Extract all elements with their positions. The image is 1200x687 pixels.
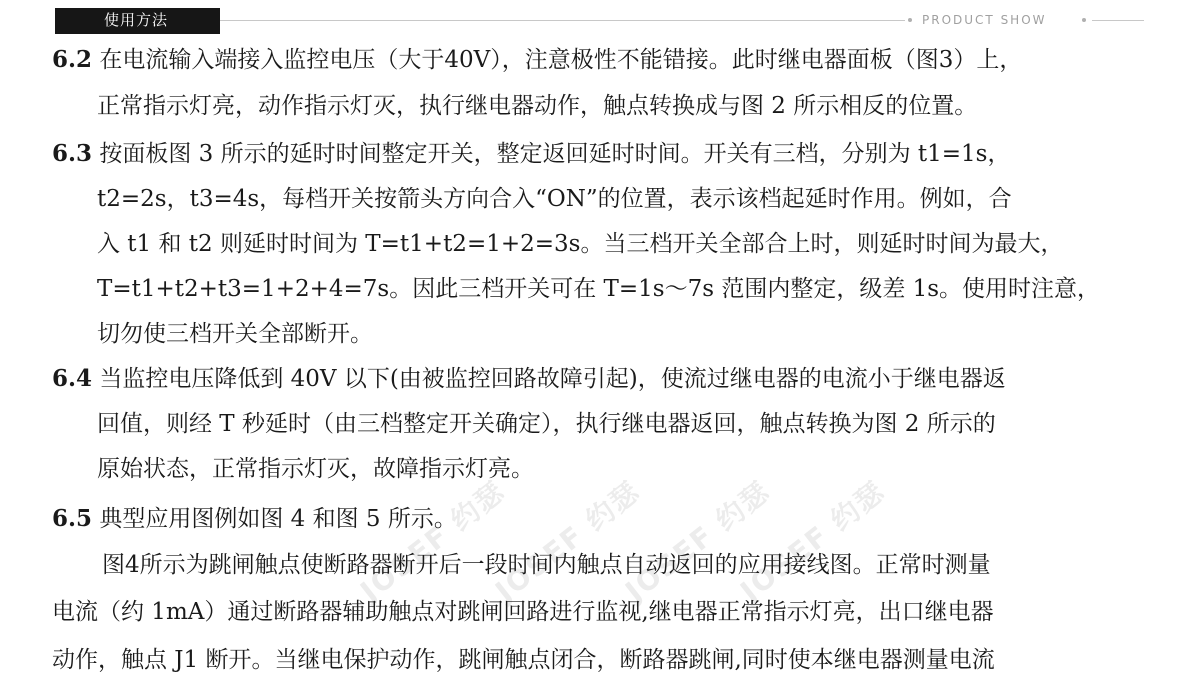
watermark: JOSEF 约瑟	[489, 474, 647, 608]
section-title: 使用方法	[104, 11, 169, 29]
paragraph-6-2-line-2: 正常指示灯亮，动作指示灯灭，执行继电器动作，触点转换成与图 2 所示相反的位置。	[97, 93, 978, 119]
body-paragraph-line-1: 图4所示为跳闸触点使断路器断开后一段时间内触点自动返回的应用接线图。正常时测量	[102, 552, 991, 578]
paragraph-6-5-line-1	[52, 504, 457, 534]
product-show-label: PRODUCT SHOW	[922, 13, 1047, 27]
paragraph-number: 6.5	[52, 505, 93, 532]
paragraph-number: 6.4	[52, 365, 93, 392]
header-divider-dot-right	[1082, 18, 1086, 22]
paragraph-6-3-line-3: 入 t1 和 t2 则延时时间为 T=t1+t2=1+2=3s。当三档开关全部合上时，则延时时间为最大，	[97, 231, 1064, 257]
header-divider-dot-left	[908, 18, 912, 22]
watermark: JOSEF 约瑟	[734, 474, 892, 608]
paragraph-number: 6.3	[52, 140, 93, 167]
watermark: JOSEF 约瑟	[354, 474, 512, 608]
paragraph-text: 当监控电压降低到 40V 以下(由被监控回路故障引起)，使流过继电器的电流小于继电器返	[99, 366, 1006, 392]
paragraph-text: 按面板图 3 所示的延时时间整定开关，整定返回延时时间。开关有三档，分别为 t1=1s，	[99, 141, 1011, 167]
paragraph-6-3-line-1	[52, 139, 1010, 169]
body-paragraph-line-2: 电流（约 1mA）通过断路器辅助触点对跳闸回路进行监视,继电器正常指示灯亮，出口继电器	[52, 599, 994, 625]
paragraph-6-2-line-1	[52, 45, 1022, 75]
paragraph-text: 典型应用图例如图 4 和图 5 所示。	[99, 506, 457, 532]
body-paragraph-line-3: 动作，触点 J1 断开。当继电保护动作，跳闸触点闭合，断路器跳闸,同时使本继电器测量电流	[52, 647, 995, 673]
header-divider-right	[1092, 20, 1144, 21]
paragraph-6-4-line-1	[52, 364, 1006, 394]
paragraph-6-3-line-4: T=t1+t2+t3=1+2+4=7s。因此三档开关可在 T=1s～7s 范围内整定，级差 1s。使用时注意，	[97, 276, 1101, 302]
paragraph-number: 6.2	[52, 46, 93, 73]
paragraph-6-4-line-2: 回值，则经 T 秒延时（由三档整定开关确定），执行继电器返回，触点转换为图 2 所示的	[97, 411, 996, 437]
header-divider-left	[220, 20, 905, 21]
paragraph-text: 在电流输入端接入监控电压（大于40V），注意极性不能错接。此时继电器面板（图3）上，	[99, 47, 1023, 73]
paragraph-6-3-line-2: t2=2s，t3=4s，每档开关按箭头方向合入“ON”的位置，表示该档起延时作用。例如，合	[97, 186, 1012, 212]
paragraph-6-3-line-5: 切勿使三档开关全部断开。	[97, 321, 373, 347]
watermark: JOSEF 约瑟	[619, 474, 777, 608]
paragraph-6-4-line-3: 原始状态，正常指示灯灭，故障指示灯亮。	[97, 456, 534, 482]
